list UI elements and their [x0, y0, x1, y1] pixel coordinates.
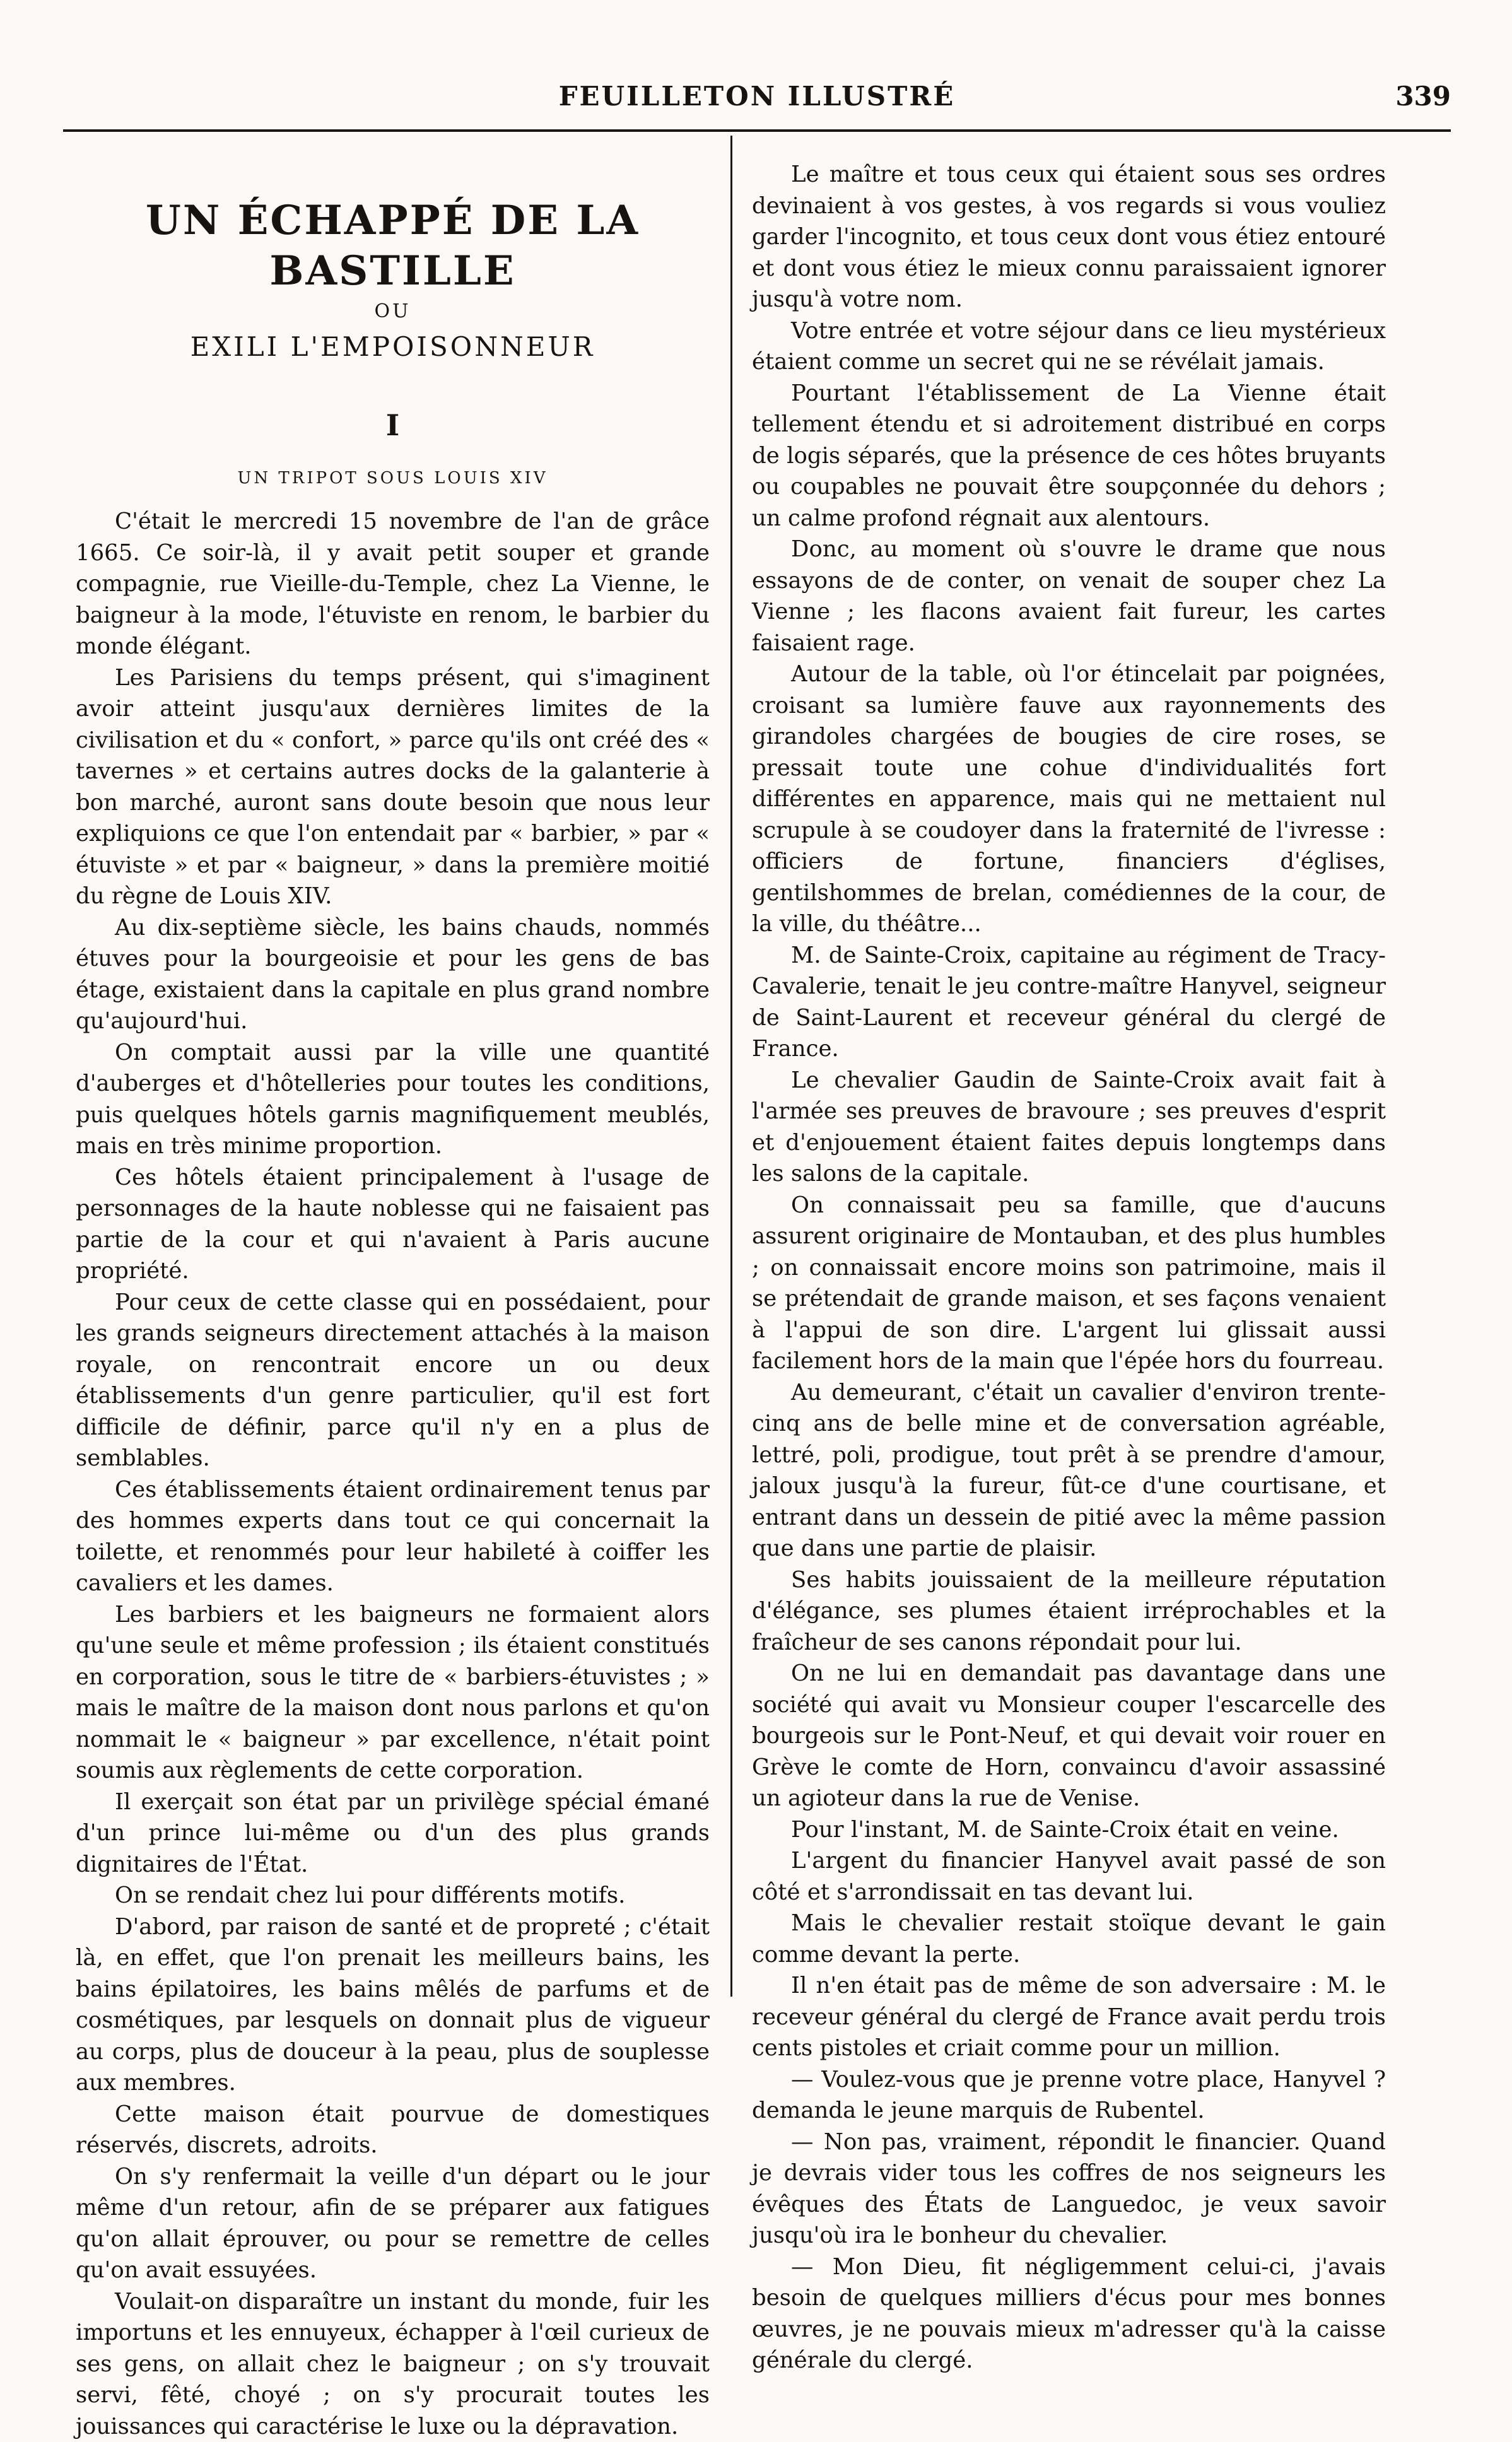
paragraph: M. de Sainte-Croix, capitaine au régiment de Tracy-Cavalerie, tenait le jeu contre-maître Hanyvel, seigneur de Saint-Laurent et receveur général du clergé de France.	[752, 940, 1386, 1065]
paragraph: On s'y renfermait la veille d'un départ ou le jour même d'un retour, afin de se préparer aux fatigues qu'on allait éprouver, ou pour se remettre de celles qu'on avait essuyées.	[76, 2161, 710, 2286]
title-block	[76, 196, 710, 490]
paragraph: L'argent du financier Hanyvel avait passé de son côté et s'arrondissait en tas devant lui.	[752, 1845, 1386, 1908]
paragraph: Cette maison était pourvue de domestiques réservés, discrets, adroits.	[76, 2099, 710, 2161]
paragraph: Les barbiers et les baigneurs ne formaient alors qu'une seule et même profession ; ils étaient constitués en corporation, sous le titre de « barbiers-étuvistes ; » mais le maître de la maison dont nous parlons et qu'on nommait le « baigneur » par excellence, n'était point soumis aux règlements de cette corporation.	[76, 1599, 710, 1787]
paragraph: On ne lui en demandait pas davantage dans une société qui avait vu Monsieur couper l'escarcelle des bourgeois sur le Pont-Neuf, et qui devait voir rouer en Grève le comte de Horn, convaincu d'avoir assassiné un agioteur dans la rue de Venise.	[752, 1658, 1386, 1814]
article-title: UN ÉCHAPPÉ DE LA BASTILLE	[76, 196, 710, 296]
left-column	[76, 158, 710, 2442]
running-header	[63, 76, 1451, 126]
paragraph: Les Parisiens du temps présent, qui s'imaginent avoir atteint jusqu'aux dernières limites de la civilisation et du « confort, » parce qu'ils ont créé des « tavernes » et certains autres docks de la galanterie à bon marché, auront sans doute besoin que nous leur expliquions ce que l'on entendait par « barbier, » par « étuviste » et par « baigneur, » dans la première moitié du règne de Louis XIV.	[76, 662, 710, 912]
paragraph: Au demeurant, c'était un cavalier d'environ trente-cinq ans de belle mine et de conversation agréable, lettré, poli, prodigue, tout prêt à se prendre d'amour, jaloux jusqu'à la fureur, fût-ce d'une courtisane, et entrant dans un dessein de pitié avec la même passion que dans une partie de plaisir.	[752, 1377, 1386, 1564]
paragraph: C'était le mercredi 15 novembre de l'an de grâce 1665. Ce soir-là, il y avait petit souper et grande compagnie, rue Vieille-du-Temple, chez La Vienne, le baigneur à la mode, l'étuviste en renom, le barbier du monde élégant.	[76, 506, 710, 662]
paragraph: Mais le chevalier restait stoïque devant le gain comme devant la perte.	[752, 1908, 1386, 1970]
paragraph: Le maître et tous ceux qui étaient sous ses ordres devinaient à vos gestes, à vos regards si vous vouliez garder l'incognito, et tous ceux dont vous étiez entouré et dont vous étiez le mieux connu paraissaient ignorer jusqu'à votre nom.	[752, 159, 1386, 315]
paragraph: Autour de la table, où l'or étincelait par poignées, croisant sa lumière fauve aux rayonnements des girandoles chargées de bougies de cire roses, se pressait toute une cohue d'individualités fort différentes en apparence, mais qui ne mettaient nul scrupule à se coudoyer dans la fraternité de l'ivresse : officiers de fortune, financiers d'églises, gentilshommes de brelan, comédiennes de la cour, de la ville, du théâtre...	[752, 659, 1386, 940]
article-subtitle: EXILI L'EMPOISONNEUR	[76, 329, 710, 365]
chapter-number: I	[76, 408, 710, 443]
paragraph: Ces établissements étaient ordinairement tenus par des hommes experts dans tout ce qui concernait la toilette, et renommés pour leur habileté à coiffer les cavaliers et les dames.	[76, 1474, 710, 1599]
paragraph: On connaissait peu sa famille, que d'aucuns assurent originaire de Montauban, et des plus humbles ; on connaissait encore moins son patrimoine, mais il se prétendait de grande maison, et ses façons venaient à l'appui de son dire. L'argent lui glissait aussi facilement hors de la main que l'épée hors du fourreau.	[752, 1190, 1386, 1377]
paragraph: Voulait-on disparaître un instant du monde, fuir les importuns et les ennuyeux, échapper à l'œil curieux de ses gens, on allait chez le baigneur ; on s'y trouvait servi, fêté, choyé ; on s'y procurait toutes les jouissances qui caractérise le luxe ou la dépravation.	[76, 2286, 710, 2442]
paragraph: Il n'en était pas de même de son adversaire : M. le receveur général du clergé de France avait perdu trois cents pistoles et criait comme pour un million.	[752, 1970, 1386, 2064]
paragraph: Il exerçait son état par un privilège spécial émané d'un prince lui-même ou d'un des plus grands dignitaires de l'État.	[76, 1787, 710, 1881]
paragraph: D'abord, par raison de santé et de propreté ; c'était là, en effet, que l'on prenait les meilleurs bains, les bains épilatoires, les bains mêlés de parfums et de cosmétiques, par lesquels on donnait plus de vigueur au corps, plus de douceur à la peau, plus de souplesse aux membres.	[76, 1911, 710, 2099]
paragraph: — Voulez-vous que je prenne votre place, Hanyvel ? demanda le jeune marquis de Rubentel.	[752, 2064, 1386, 2127]
paragraph: Au dix-septième siècle, les bains chauds, nommés étuves pour la bourgeoisie et pour les gens de bas étage, existaient dans la capitale en plus grand nombre qu'aujourd'hui.	[76, 912, 710, 1037]
paragraph: Le chevalier Gaudin de Sainte-Croix avait fait à l'armée ses preuves de bravoure ; ses preuves d'esprit et d'enjouement étaient faites depuis longtemps dans les salons de la capitale.	[752, 1065, 1386, 1190]
paragraph: Pour l'instant, M. de Sainte-Croix était en veine.	[752, 1814, 1386, 1846]
paragraph: Ses habits jouissaient de la meilleure réputation d'élégance, ses plumes étaient irréprochables et la fraîcheur de ses canons répondait pour lui.	[752, 1564, 1386, 1658]
page-number: 339	[1395, 81, 1451, 112]
header-rule	[63, 129, 1451, 132]
title-ou: OU	[76, 299, 710, 324]
paragraph: Donc, au moment où s'ouvre le drame que nous essayons de de conter, on venait de souper chez La Vienne ; les flacons avaient fait fureur, les cartes faisaient rage.	[752, 534, 1386, 659]
paragraph: — Non pas, vraiment, répondit le financier. Quand je devrais vider tous les coffres de nos seigneurs les évêques des États de Languedoc, je veux savoir jusqu'où ira le bonheur du chevalier.	[752, 2127, 1386, 2251]
right-column	[752, 159, 1386, 2376]
paragraph: On comptait aussi par la ville une quantité d'auberges et d'hôtelleries pour toutes les conditions, puis quelques hôtels garnis magnifiquement meublés, mais en très minime proportion.	[76, 1037, 710, 1162]
running-title: FEUILLETON ILLUSTRÉ	[63, 81, 1451, 112]
paragraph: Pourtant l'établissement de La Vienne était tellement étendu et si adroitement distribué en corps de logis séparés, que la présence de ces hôtes bruyants ou coupables ne pouvait être soupçonnée du dehors ; un calme profond régnait aux alentours.	[752, 378, 1386, 534]
paragraph: Pour ceux de cette classe qui en possédaient, pour les grands seigneurs directement attachés à la maison royale, on rencontrait encore un ou deux établissements d'un genre particulier, qu'il est fort difficile de définir, parce qu'il n'y en a plus de semblables.	[76, 1287, 710, 1474]
column-rule	[730, 136, 732, 1997]
paragraph: — Mon Dieu, fit négligemment celui-ci, j'avais besoin de quelques milliers d'écus pour mes bonnes œuvres, je ne pouvais mieux m'adresser qu'à la caisse générale du clergé.	[752, 2251, 1386, 2376]
paragraph: Ces hôtels étaient principalement à l'usage de personnages de la haute noblesse qui ne faisaient pas partie de la cour et qui n'avaient à Paris aucune propriété.	[76, 1162, 710, 1287]
chapter-title: UN TRIPOT SOUS LOUIS XIV	[76, 467, 710, 490]
paragraph: On se rendait chez lui pour différents motifs.	[76, 1880, 710, 1911]
paragraph: Votre entrée et votre séjour dans ce lieu mystérieux étaient comme un secret qui ne se révélait jamais.	[752, 315, 1386, 378]
